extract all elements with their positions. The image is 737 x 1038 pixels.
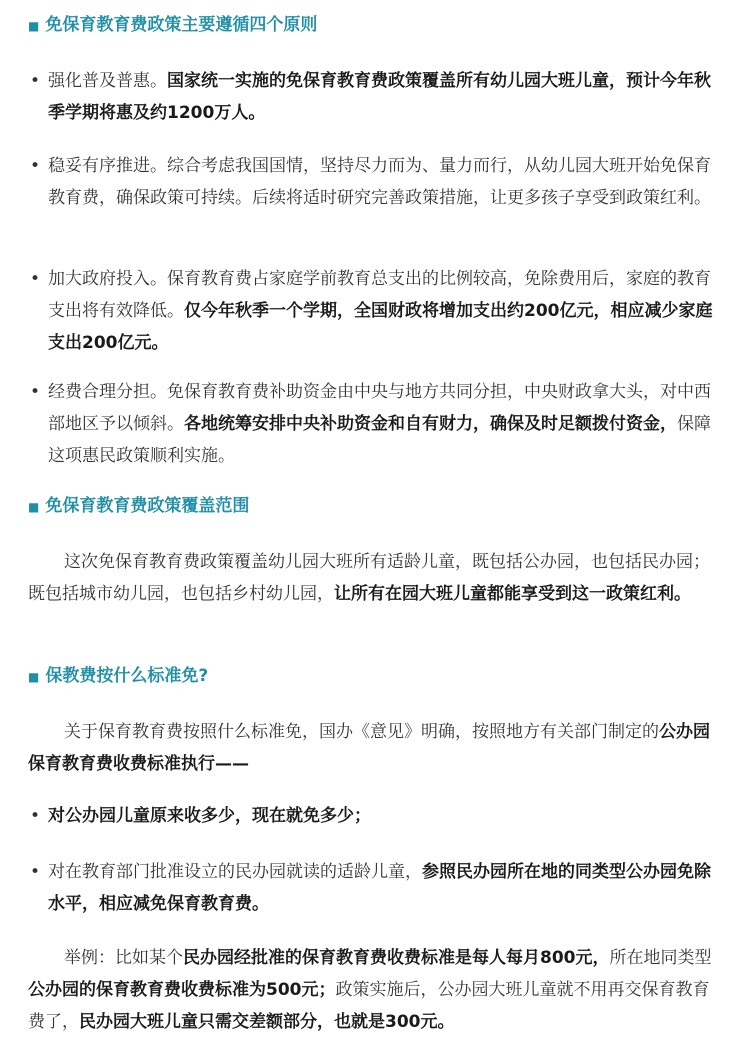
standard-paragraph: 关于保育教育费按照什么标准免，国办《意见》明确，按照地方有关部门制定的公办园保育教育费收费标准执行—— [28, 722, 710, 774]
list-item: • 对公办园儿童原来收多少，现在就免多少； [28, 800, 713, 832]
section-heading-principles: ■ 免保育教育费政策主要遵循四个原则 [28, 15, 318, 35]
example-paragraph: 举例：比如某个民办园经批准的保育教育费收费标准是每人每月800元，所在地同类型公办园的保育教育费收费标准为500元；政策实施后，公办园大班儿童就不用再交保育教育费了，民办园大班儿童只需交差额部分，也就是300元。 [28, 948, 712, 1032]
square-bullet-icon: ■ [28, 500, 40, 514]
coverage-paragraph: 这次免保育教育费政策覆盖幼儿园大班所有适龄儿童，既包括公办园，也包括民办园；既包括城市幼儿园，也包括乡村幼儿园，让所有在园大班儿童都能享受到这一政策红利。 [28, 552, 710, 604]
list-item: • 强化普及普惠。国家统一实施的免保育教育费政策覆盖所有幼儿园大班儿童，预计今年秋季学期将惠及约1200万人。 [28, 65, 713, 129]
square-bullet-icon: ■ [28, 19, 40, 33]
list-item: • 经费合理分担。免保育教育费补助资金由中央与地方共同分担，中央财政拿大头，对中西部地区予以倾斜。各地统筹安排中央补助资金和自有财力，确保及时足额拨付资金，保障这项惠民政策顺利实施。 [28, 376, 713, 472]
section-heading-coverage: ■ 免保育教育费政策覆盖范围 [28, 496, 250, 516]
square-bullet-icon: ■ [28, 670, 40, 684]
list-item: • 加大政府投入。保育教育费占家庭学前教育总支出的比例较高，免除费用后，家庭的教育支出将有效降低。仅今年秋季一个学期，全国财政将增加支出约200亿元，相应减少家庭支出200亿元。 [28, 263, 713, 359]
list-item: • 对在教育部门批准设立的民办园就读的适龄儿童，参照民办园所在地的同类型公办园免除水平，相应减免保育教育费。 [28, 856, 713, 920]
section-heading-standard: ■ 保教费按什么标准免? [28, 666, 209, 686]
list-item: • 稳妥有序推进。综合考虑我国国情，坚持尽力而为、量力而行，从幼儿园大班开始免保育教育费，确保政策可持续。后续将适时研究完善政策措施，让更多孩子享受到政策红利。 [28, 150, 713, 214]
